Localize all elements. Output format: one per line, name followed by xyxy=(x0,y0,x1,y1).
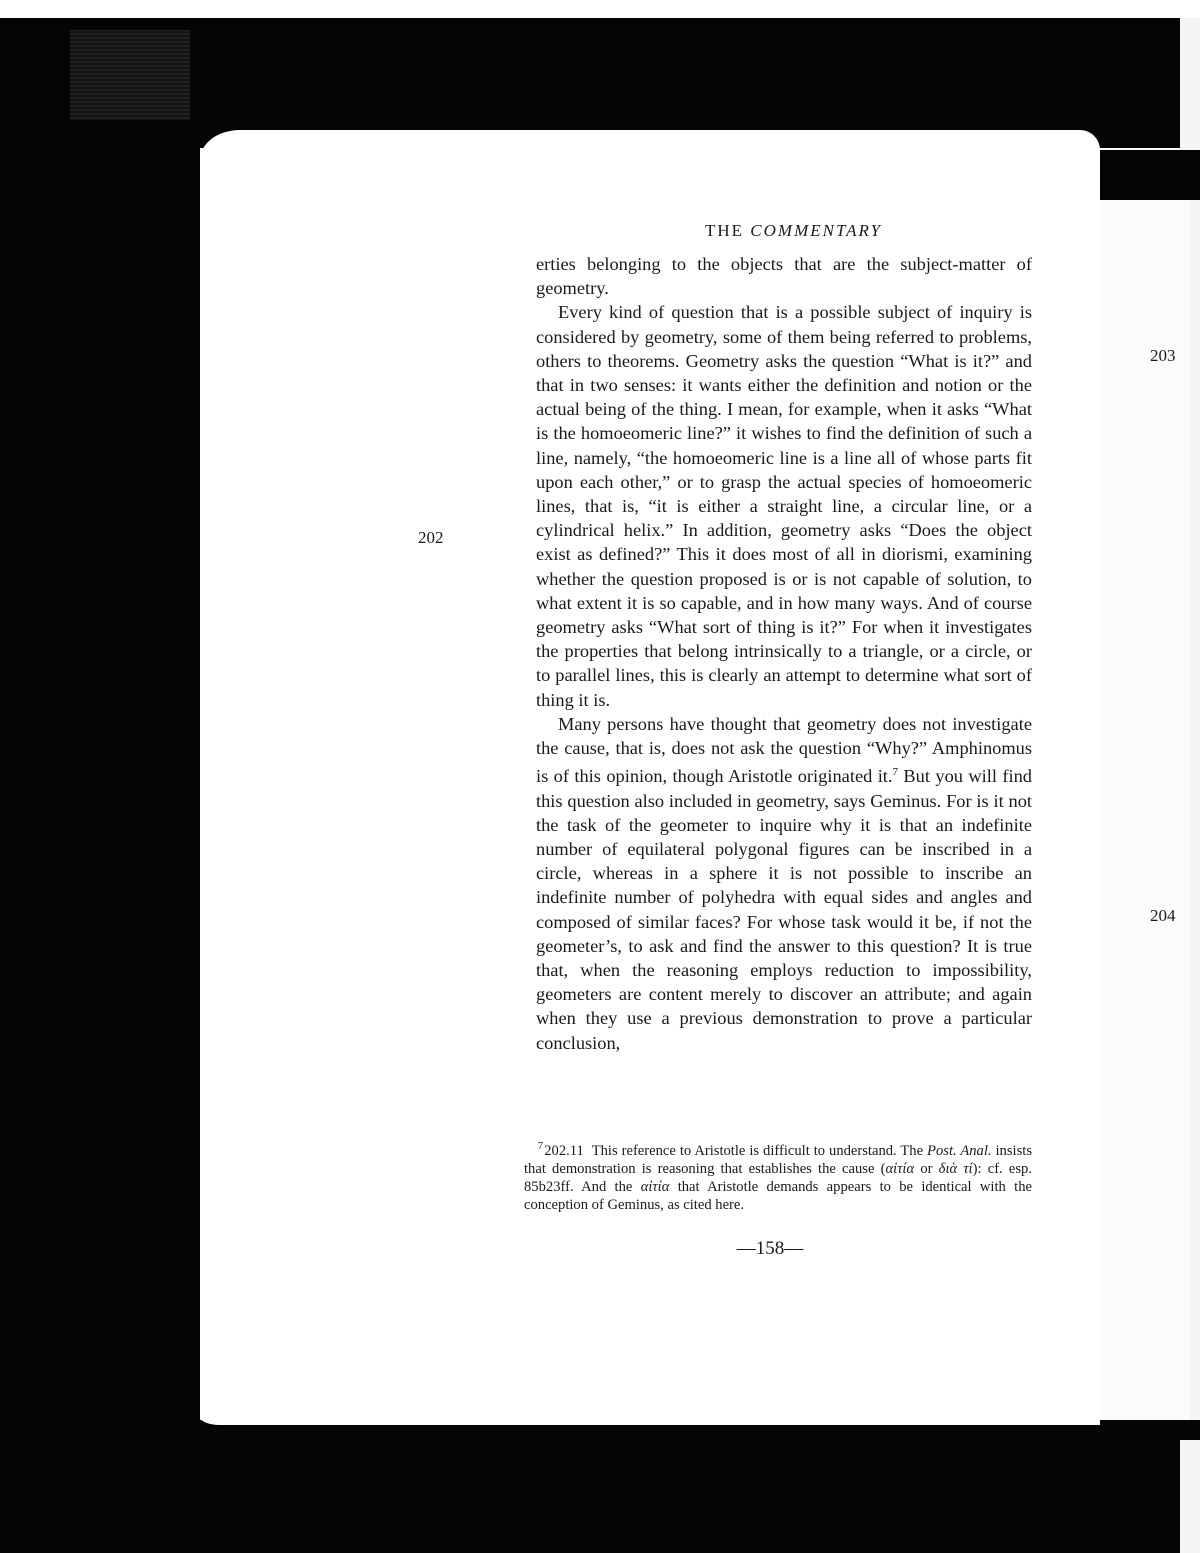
page-number: —158— xyxy=(736,1238,804,1259)
margin-number-202: 202 xyxy=(418,528,444,547)
scan-border-left xyxy=(0,18,200,1553)
paragraph-3 xyxy=(536,712,1032,1055)
margin-number-204: 204 xyxy=(1150,906,1176,925)
footnote-greek-3: αἰτία xyxy=(640,1178,670,1195)
footnote-reference[interactable]: 7 xyxy=(892,766,899,779)
paragraph-3-part-a: Many persons have thought that geometry does not investigate the cause, that is, does not ask the question “Why?” Amphinomus is of this opinion, though Aristotle originated it. xyxy=(536,713,1032,787)
paragraph-3-part-b: But you will find this question also included in geometry, says Geminus. For is it not the task of the geometer to inquire why it is that an indefinite number of equilateral polygonal figures can be inscribed in a circle, whereas in a sphere it is not possible to inscribe an indefinite number of polyhedra with equal sides and angles and composed of similar faces? For whose task would it be, if not the geometer’s, to ask and find the answer to this question? It is true that, when the reasoning employs reduction to impossibility, geometers are content merely to discover an attribute; and again when they use a previous demonstration to prove a particular conclusion, xyxy=(536,766,1032,1053)
footnote-text-1: This reference to Aristotle is difficult to understand. The xyxy=(591,1142,928,1159)
footnote-greek-2: διὰ τί xyxy=(938,1160,973,1177)
footnote-marker: 7 xyxy=(538,1141,543,1152)
scan-noise xyxy=(70,30,190,120)
facing-page-edge xyxy=(1092,150,1190,1430)
footnote-text-3: or xyxy=(914,1160,939,1177)
scan-border-bottom xyxy=(0,1420,1200,1553)
footnote-text-5: that Aristotle demands appears to be identical with the conception of Geminus, as cited here. xyxy=(524,1178,1032,1213)
paragraph-2: Every kind of question that is a possible subject of inquiry is considered by geometry, some of them being referred to problems, others to theorems. Geometry asks the question “What is it?” and that in two senses: it wants either the definition and notion or the actual being of the thing. I mean, for example, when it asks “What is the homoeomeric line?” it wishes to find the definition of such a line, namely, “the homoeomeric line is a line all of whose parts fit upon each other,” or to grasp the actual species of homoeomeric lines, that is, “it is either a straight line, a circular line, or a cylindrical helix.” In addition, geometry asks “Does the object exist as defined?” This it does most of all in diorismi, examining whether the question proposed is or is not capable of solution, to what extent it is so capable, and in how many ways. And of course geometry asks “What sort of thing is it?” For when it investigates the properties that belong intrinsically to a triangle, or a circle, or to parallel lines, this is clearly an attempt to determine what sort of thing it is. xyxy=(536,302,1032,710)
scan-border-right-bottom xyxy=(1092,1420,1200,1440)
footnote xyxy=(524,1138,1032,1214)
margin-number-203: 203 xyxy=(1150,346,1176,365)
footnote-text-2: insists that demonstration is reasoning that establishes the cause ( xyxy=(524,1142,1032,1177)
footnote-ref: 202.11 xyxy=(544,1142,584,1159)
scan-border-right-top xyxy=(1092,150,1200,200)
footnote-post-anal: Post. Anal. xyxy=(927,1142,992,1159)
footnote-text-4: ): cf. esp. 85b23ff. And the xyxy=(524,1160,1032,1195)
running-head-prefix: THE xyxy=(705,221,751,240)
paragraph-1: erties belonging to the objects that are the subject-matter of geometry. xyxy=(536,254,1032,299)
running-head-title: COMMENTARY xyxy=(750,221,883,240)
footnote-greek-1: αἰτία xyxy=(885,1160,915,1177)
body-text xyxy=(536,252,1032,1055)
